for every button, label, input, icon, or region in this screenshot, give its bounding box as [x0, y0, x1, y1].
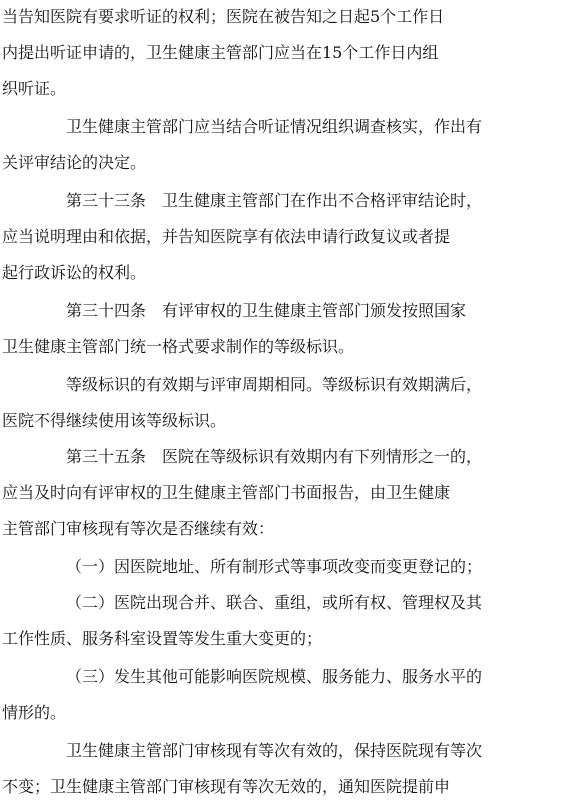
text-line: （三）发生其他可能影响医院规模、服务能力、服务水平的	[66, 667, 483, 686]
text-line: 第三十三条 卫生健康主管部门在作出不合格评审结论时，	[66, 191, 483, 210]
text-line: 应当说明理由和依据，并告知医院享有依法申请行政复议或者提	[2, 227, 451, 246]
text-line: 第三十五条 医院在等级标识有效期内有下列情形之一的，	[66, 447, 483, 466]
text-line: 第三十四条 有评审权的卫生健康主管部门颁发按照国家	[66, 301, 467, 320]
text-line: 卫生健康主管部门统一格式要求制作的等级标识。	[2, 337, 355, 356]
text-line: 不变；卫生健康主管部门审核现有等次无效的，通知医院提前申	[2, 777, 451, 796]
text-line: 医院不得继续使用该等级标识。	[2, 411, 227, 430]
text-line: 织听证。	[2, 79, 67, 98]
text-line: 情形的。	[2, 703, 67, 722]
text-line: 卫生健康主管部门审核现有等次有效的，保持医院现有等次	[66, 741, 483, 760]
text-line: 关评审结论的决定。	[2, 153, 147, 172]
text-line: 卫生健康主管部门应当结合听证情况组织调查核实，作出有	[66, 117, 483, 136]
text-line: 等级标识的有效期与评审周期相同。等级标识有效期满后，	[66, 375, 483, 394]
text-line: 工作性质、服务科室设置等发生重大变更的；	[2, 629, 323, 648]
text-line: 主管部门审核现有等次是否继续有效：	[2, 519, 275, 538]
text-line: 内提出听证申请的，卫生健康主管部门应当在15个工作日内组	[2, 43, 439, 62]
text-line: 应当及时向有评审权的卫生健康主管部门书面报告，由卫生健康	[2, 483, 451, 502]
text-line: （一）因医院地址、所有制形式等事项改变而变更登记的；	[66, 557, 483, 576]
text-line: 当告知医院有要求听证的权利；医院在被告知之日起5个工作日	[2, 7, 445, 26]
text-line: 起行政诉讼的权利。	[2, 263, 147, 282]
text-line: （二）医院出现合并、联合、重组，或所有权、管理权及其	[66, 593, 483, 612]
